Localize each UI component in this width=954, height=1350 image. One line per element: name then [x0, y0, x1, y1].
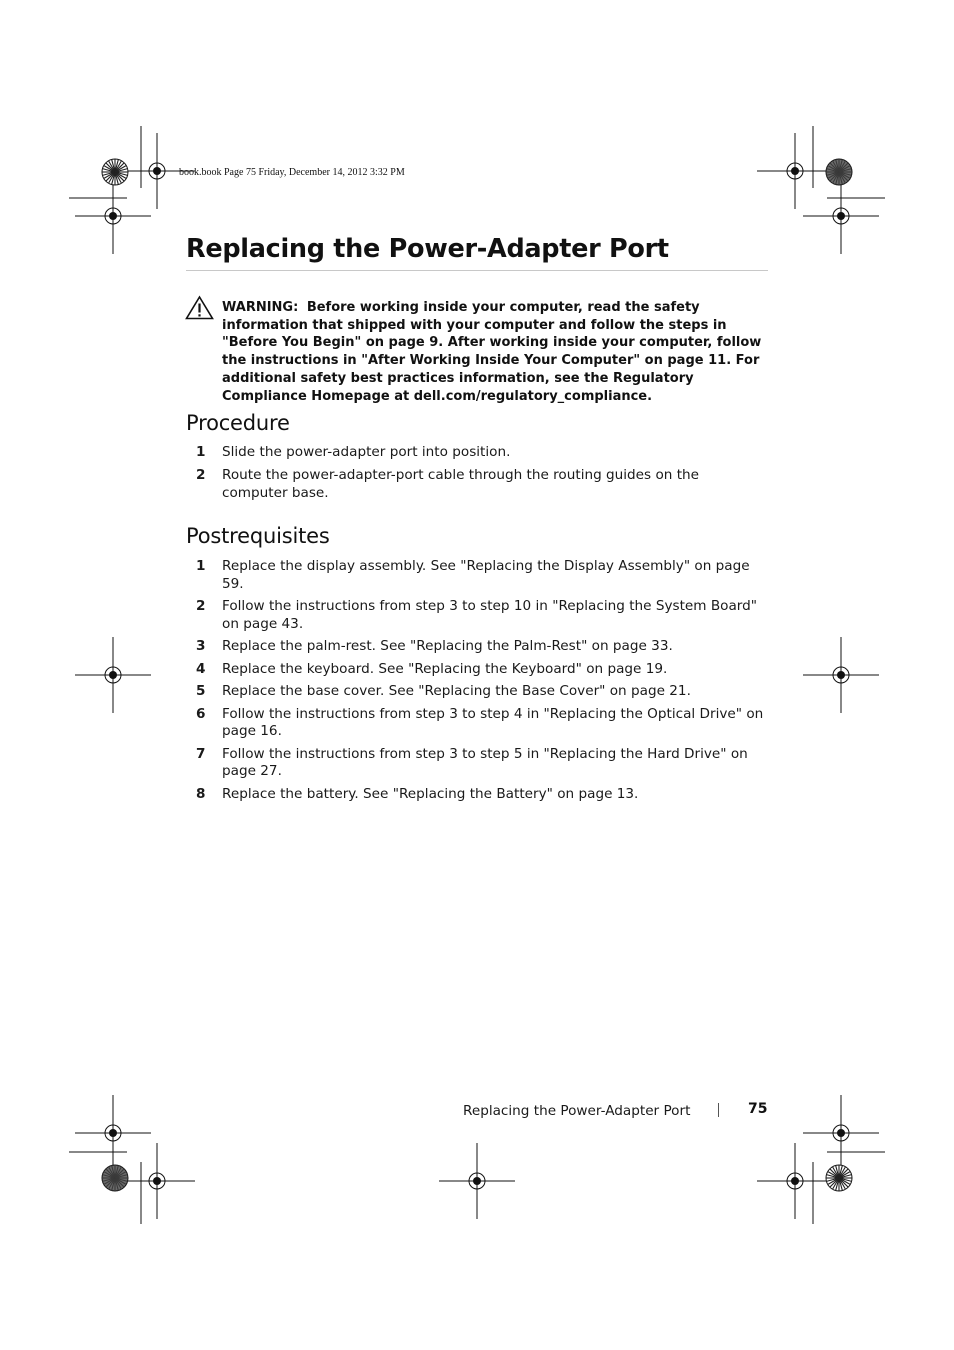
step-number: 2 [196, 598, 206, 614]
registration-mark-icon [803, 1095, 879, 1171]
footer-chapter-title: Replacing the Power-Adapter Port [463, 1103, 691, 1119]
procedure-step [186, 467, 766, 502]
postrequisite-step [186, 683, 766, 701]
procedure-heading: Procedure [186, 411, 290, 435]
color-calibration-wheel-icon [102, 1165, 128, 1191]
procedure-steps [186, 444, 766, 508]
registration-mark-icon [803, 637, 879, 713]
registration-mark-icon [757, 133, 833, 209]
step-number: 6 [196, 705, 206, 722]
step-number: 1 [196, 558, 206, 574]
registration-mark-icon [439, 1143, 515, 1219]
step-text: Replace the base cover. See "Replacing the Base Cover" on page 21. [222, 683, 691, 699]
color-calibration-wheel-icon [826, 1165, 852, 1191]
step-number: 1 [196, 444, 206, 460]
warning-label: WARNING: [222, 300, 299, 315]
step-text: Slide the power-adapter port into position. [222, 444, 511, 460]
registration-mark-icon [75, 637, 151, 713]
postrequisite-step [186, 598, 766, 633]
page-number: 75 [748, 1101, 768, 1117]
step-text: Replace the display assembly. See "Replacing the Display Assembly" on page 59. [222, 558, 750, 592]
registration-mark-icon [75, 1095, 151, 1171]
warning-text: Before working inside your computer, read the safety information that shipped with your computer and follow the steps in "Before You Begin" on page 9. After working inside your computer, follow the instructions in "After Working Inside Your Computer" on page 11. For additional safety best practices information, see the Regulatory Compliance Homepage at dell.com/regulatory_compliance. [222, 300, 762, 404]
postrequisite-step [186, 558, 766, 593]
procedure-step [186, 444, 766, 462]
step-number: 5 [196, 683, 206, 699]
page-title: Replacing the Power-Adapter Port [186, 234, 669, 264]
warning-note [222, 299, 782, 405]
step-text: Replace the battery. See "Replacing the Battery" on page 13. [222, 785, 639, 802]
postrequisite-step [186, 638, 766, 656]
color-calibration-wheel-icon [826, 159, 852, 185]
step-number: 8 [196, 785, 206, 802]
step-text: Follow the instructions from step 3 to step 4 in "Replacing the Optical Drive" on page 16. [222, 705, 764, 739]
postrequisite-step [186, 786, 766, 804]
step-number: 7 [196, 745, 206, 762]
warning-triangle-icon [185, 295, 214, 320]
footer-divider [718, 1103, 719, 1117]
color-calibration-wheel-icon [102, 159, 128, 185]
postrequisite-step [186, 746, 766, 781]
postrequisite-step [186, 706, 766, 741]
title-divider [186, 270, 768, 271]
registration-mark-icon [119, 1143, 195, 1219]
step-text: Replace the keyboard. See "Replacing the Keyboard" on page 19. [222, 660, 668, 677]
registration-mark-icon [75, 178, 151, 254]
step-number: 3 [196, 638, 206, 654]
step-text: Follow the instructions from step 3 to step 10 in "Replacing the System Board" on page 43. [222, 598, 758, 632]
step-text: Route the power-adapter-port cable through the routing guides on the computer base. [222, 467, 700, 501]
postrequisite-step [186, 661, 766, 679]
step-text: Follow the instructions from step 3 to step 5 in "Replacing the Hard Drive" on page 27. [222, 745, 748, 779]
registration-mark-icon [803, 178, 879, 254]
postrequisites-heading: Postrequisites [186, 524, 330, 548]
registration-mark-icon [757, 1143, 833, 1219]
print-slug: book.book Page 75 Friday, December 14, 2012 3:32 PM [179, 167, 405, 178]
step-text: Replace the palm-rest. See "Replacing the Palm-Rest" on page 33. [222, 638, 673, 654]
step-number: 2 [196, 467, 206, 483]
postrequisite-steps [186, 558, 766, 808]
step-number: 4 [196, 660, 206, 677]
